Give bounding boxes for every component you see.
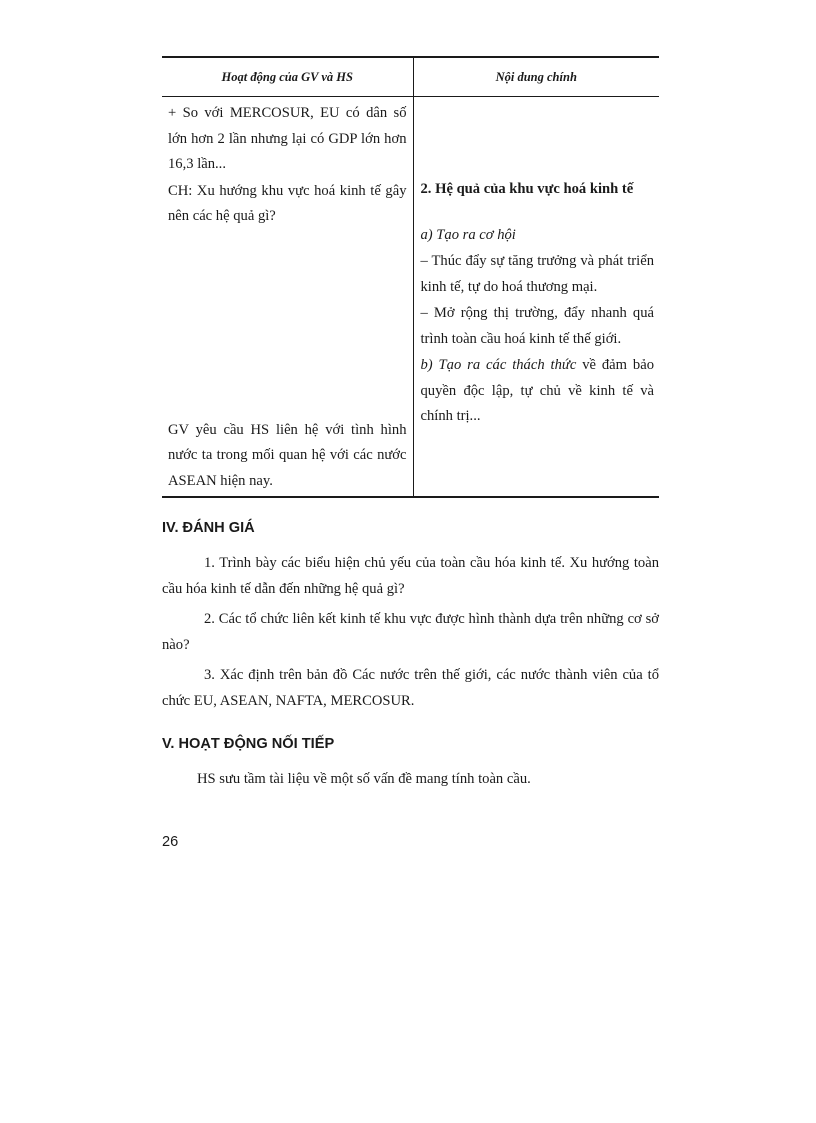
task-asean-relation: GV yêu cầu HS liên hệ với tình hình nước ta trong mối quan hệ với các nước ASEAN hiện nay. [168, 421, 407, 489]
content-cell [413, 97, 659, 498]
page-content [162, 56, 659, 796]
header-main-content: Nội dung chính [413, 57, 659, 97]
page-number: 26 [162, 834, 179, 850]
follow-up-text: HS sưu tầm tài liệu về một số vấn đề mang tính toàn cầu. [197, 771, 531, 787]
activity-table [162, 56, 659, 498]
note-mercosur-eu: + So với MERCOSUR, EU có dân số lớn hơn 2 lần nhưng lại có GDP lớn hơn 16,3 lần... [168, 105, 407, 172]
section-v-heading: V. HOẠT ĐỘNG NỐI TIẾP [162, 736, 335, 752]
opportunities-subheading: a) Tạo ra cơ hội [420, 226, 516, 243]
consequences-heading: 2. Hệ quả của khu vực hoá kinh tế [420, 181, 634, 197]
challenges-text: về đảm bảo quyền độc lập, tự chủ về kinh tế và chính trị... [420, 357, 654, 424]
bullet-market-expansion: – Mở rộng thị trường, đẩy nhanh quá trình toàn cầu hoá kinh tế thế giới. [420, 305, 654, 347]
challenges-paragraph [414, 353, 660, 430]
evaluation-item-3: 3. Xác định trên bản đồ Các nước trên thế giới, các nước thành viên của tổ chức EU, ASEAN, NAFTA, MERCOSUR. [162, 667, 659, 709]
section-iv-heading: IV. ĐÁNH GIÁ [162, 520, 255, 536]
table-row [162, 97, 659, 498]
table-header-row [162, 57, 659, 97]
challenges-subheading: b) Tạo ra các thách thức [420, 357, 577, 373]
bullet-growth: – Thúc đẩy sự tăng trưởng và phát triển kinh tế, tự do hoá thương mại. [420, 253, 654, 295]
activities-cell [162, 97, 413, 498]
header-teacher-student-activities: Hoạt động của GV và HS [162, 57, 413, 97]
evaluation-item-1: 1. Trình bày các biểu hiện chủ yếu của toàn cầu hóa kinh tế. Xu hướng toàn cầu hóa kinh tế dẫn đến những hệ quả gì? [162, 555, 659, 597]
question-regionalization-consequences: CH: Xu hướng khu vực hoá kinh tế gây nên các hệ quả gì? [168, 182, 407, 224]
evaluation-item-2: 2. Các tổ chức liên kết kinh tế khu vực được hình thành dựa trên những cơ sở nào? [162, 611, 659, 653]
